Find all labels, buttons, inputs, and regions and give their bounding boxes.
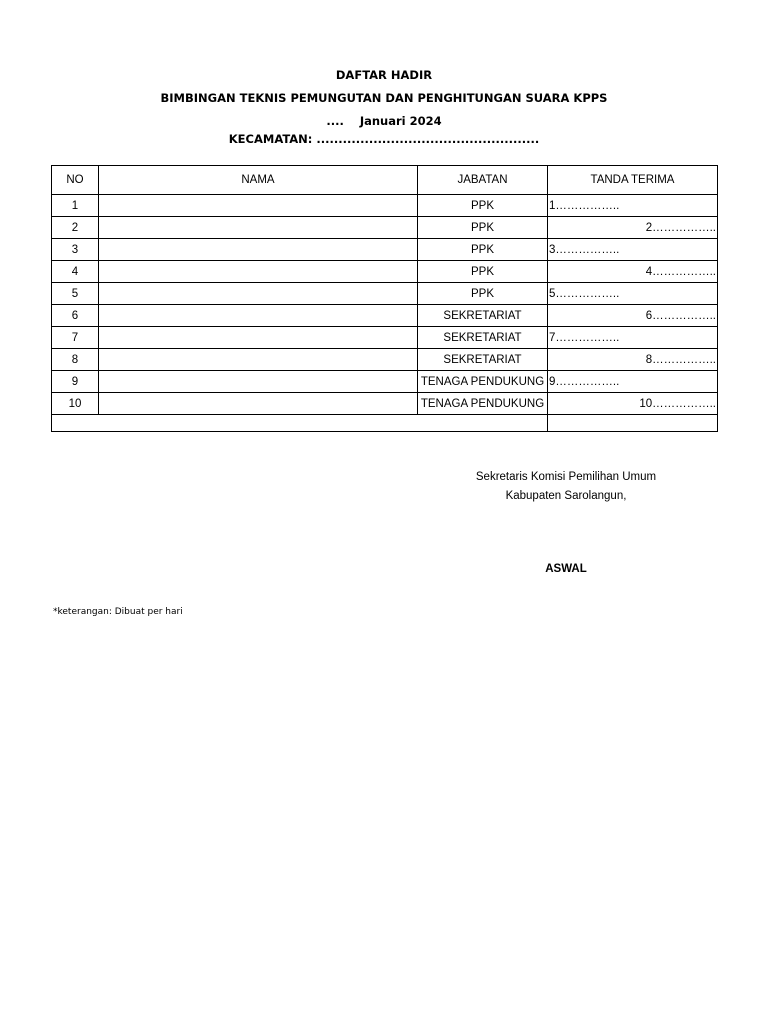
- document-district: KECAMATAN: ...................................................: [228, 132, 540, 146]
- row-number: 9: [52, 371, 99, 393]
- row-position: SEKRETARIAT: [418, 327, 548, 349]
- row-name-cell[interactable]: [99, 195, 418, 217]
- row-position: TENAGA PENDUKUNG: [418, 393, 548, 415]
- row-number: 5: [52, 283, 99, 305]
- row-name-cell[interactable]: [99, 327, 418, 349]
- signature-title-line1: Sekretaris Komisi Pemilihan Umum: [475, 471, 657, 483]
- document-subtitle: BIMBINGAN TEKNIS PEMUNGUTAN DAN PENGHITUNGAN SUARA KPPS: [160, 91, 608, 105]
- signature-title-line2: Kabupaten Sarolangun,: [505, 490, 627, 502]
- table-header-row: [52, 166, 718, 195]
- row-signature[interactable]: 7……………..: [548, 327, 718, 349]
- row-position: PPK: [418, 283, 548, 305]
- blank-cell: [548, 415, 718, 432]
- row-signature[interactable]: 3……………..: [548, 239, 718, 261]
- column-header-jabatan: JABATAN: [418, 166, 548, 195]
- table-row: [52, 305, 718, 327]
- row-number: 8: [52, 349, 99, 371]
- row-position: SEKRETARIAT: [418, 305, 548, 327]
- attendance-table: [51, 165, 718, 432]
- row-name-cell[interactable]: [99, 283, 418, 305]
- row-name-cell[interactable]: [99, 393, 418, 415]
- row-position: SEKRETARIAT: [418, 349, 548, 371]
- table-row: [52, 349, 718, 371]
- footnote: *keterangan: Dibuat per hari: [53, 607, 183, 617]
- table-blank-row: [52, 415, 718, 432]
- table-row: [52, 217, 718, 239]
- row-signature[interactable]: 5……………..: [548, 283, 718, 305]
- row-signature[interactable]: 1……………..: [548, 195, 718, 217]
- row-number: 7: [52, 327, 99, 349]
- row-signature[interactable]: 10……………..: [548, 393, 718, 415]
- row-name-cell[interactable]: [99, 371, 418, 393]
- row-name-cell[interactable]: [99, 349, 418, 371]
- table-row: [52, 371, 718, 393]
- table-row: [52, 239, 718, 261]
- table-row: [52, 283, 718, 305]
- signature-name: ASWAL: [545, 563, 587, 575]
- row-position: PPK: [418, 239, 548, 261]
- document-title: DAFTAR HADIR: [335, 68, 433, 82]
- row-number: 1: [52, 195, 99, 217]
- row-signature[interactable]: 6……………..: [548, 305, 718, 327]
- row-number: 2: [52, 217, 99, 239]
- row-position: TENAGA PENDUKUNG: [418, 371, 548, 393]
- row-number: 3: [52, 239, 99, 261]
- row-name-cell[interactable]: [99, 305, 418, 327]
- table-row: [52, 393, 718, 415]
- row-name-cell[interactable]: [99, 217, 418, 239]
- blank-cell: [52, 415, 548, 432]
- table-row: [52, 327, 718, 349]
- table-row: [52, 195, 718, 217]
- row-position: PPK: [418, 261, 548, 283]
- column-header-nama: NAMA: [99, 166, 418, 195]
- row-name-cell[interactable]: [99, 239, 418, 261]
- row-name-cell[interactable]: [99, 261, 418, 283]
- row-signature[interactable]: 4……………..: [548, 261, 718, 283]
- row-number: 4: [52, 261, 99, 283]
- row-position: PPK: [418, 217, 548, 239]
- row-position: PPK: [418, 195, 548, 217]
- row-signature[interactable]: 2……………..: [548, 217, 718, 239]
- document-date: .... Januari 2024: [326, 114, 442, 128]
- column-header-tanda-terima: TANDA TERIMA: [548, 166, 718, 195]
- row-number: 6: [52, 305, 99, 327]
- column-header-no: NO: [52, 166, 99, 195]
- table-row: [52, 261, 718, 283]
- row-number: 10: [52, 393, 99, 415]
- row-signature[interactable]: 8……………..: [548, 349, 718, 371]
- row-signature[interactable]: 9……………..: [548, 371, 718, 393]
